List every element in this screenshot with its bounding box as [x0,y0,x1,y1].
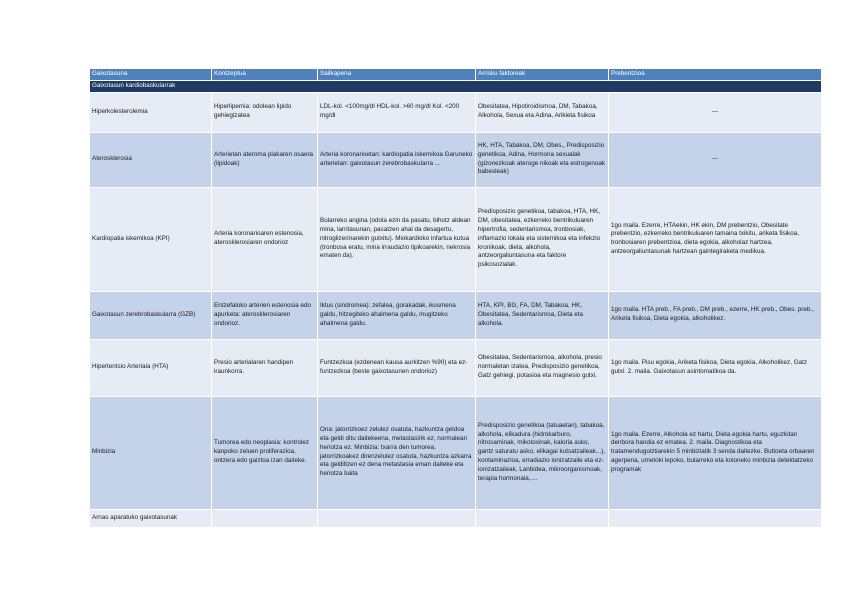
cell-classification: Bularreko angina (odola ezin da pasatu, bihotz aldean mina, larritasunan, pasatzen ahal da desagertu, nitroglizerinarekin gutxitu). Miokardioko infartua kutua (tronbosa eratu, mina irraudazio tipikoarekin, nekrosia ematen da). [318,187,476,291]
table-row [90,396,822,509]
cell-classification: Funtzezkoa (ezdenean kausa aurkitzen %90) eta ez-funtzezkoa (beste gaixotasunen ondorioz) [318,339,476,396]
cell-disease: Aterosklerosia [90,132,212,187]
header-prevention: Prebentzioa [609,69,822,81]
table-row [90,509,822,527]
cell-prevention: 1go maila. HTA preb., FA preb., DM preb., ezerre, HK preb., Obes. preb., Ariketa fisikoa, Dieta egokia, alkoholikez. [609,291,822,339]
header-row [90,69,822,81]
cell-classification [318,509,476,527]
table-row [90,291,822,339]
cell-risk [476,509,609,527]
cell-concept: Hiperlipemia: odolean lipido gehiegizatea [212,92,318,132]
cell-disease: Hiperkolesterolemia [90,92,212,132]
disease-table [89,68,822,528]
cell-prevention: --- [609,92,822,132]
cell-disease: Arnas aparatuko gaixotasunak [90,509,212,527]
cell-concept: Tumorea edo neoplasia: kontrolez kanpoko zeluen proliferazioa, ontzera edo gaiztoa izan daiteke. [212,396,318,509]
cell-prevention [609,509,822,527]
cell-prevention: 1go maila. Ezerre, Alkohola ez hartu, Dieta egokia hartu, eguzkitan denbora handia ez ematea. 2. maila. Diagnostikoa eta tratamendugoiztiarekin 5 minbiziatik 3 senda daitezke. Buttoeta orbaaren agerpena, umetoki lepoko, bularreko eta koloneko minbizia detektatzeko programak [609,396,822,509]
cell-risk: Obesitatea, Hipotiroidismoa, DM, Tabakoa, Alkohola, Sexua eta Adina, Arikieta fisikoa [476,92,609,132]
cell-risk: Obesitatea, Sedentarismoa, alkohola, presio normaletan izatea, Predisposizio genetikoa, Gatz gehiegi, potasioa eta magnesio gutxi. [476,339,609,396]
cell-classification: Arteria koronarioetan: kardiopatia iskemikoa Garuneko arterietan: gaixotasun zerebrobaskularra ... [318,132,476,187]
cell-disease: Minbizia [90,396,212,509]
cell-classification: LDL-kol. <100mg/dl HDL-kol. >60 mg/dl Kol. <200 mg/dl [318,92,476,132]
cell-disease: Gaixotasun zerebrobaskularra (GZB) [90,291,212,339]
cell-classification: Ona: jatorrizkoez zelulez osatuta, hazkuntza geldoa eta geldi ditu daitekeena, metastasirik ez, normalean heriotza ez. Minbizia: txarra den tumorea, jatorrizkoakez direnzelulez osatuta, hazkuntza azkarra eta geldiltzen ez dena metastasia eman daiteke eta heriotza baita [318,396,476,509]
header-disease: Gaixotasuna [90,69,212,81]
table-row [90,92,822,132]
table-row [90,187,822,291]
cell-risk: Predisposizio genetikoa, tabakoa, HTA, HK, DM, obesitatea, ezkerreko bentrikuluaren hipertrofia, sedentarismoa, tronbosiak, inflamazio lokala eta sistemikoa eta infekzio kronikoak, dieta, alkohola, antzeorgaliuntasuna eta faktore psikosozialak. [476,187,609,291]
header-classification: Sailkapena [318,69,476,81]
cell-disease: Kardiopatia iskemikoa (KPI) [90,187,212,291]
cell-classification: Iktus (sindromea): zefalea, gorakadak, ikusmena galdu, hitzegiteko ahalmena galdu, mugitzeko ahalmena galdu. [318,291,476,339]
cell-prevention: --- [609,132,822,187]
cell-concept: Arteria koronarioaren estenosia, aterosklerosiaren ondorioz [212,187,318,291]
cell-risk: Predisposizio genetikoa (tatuaetan), tabakoa, alkohola, elikadura (hidrokarburo, nitrosaminak, mikotoxinak, kaloria asko, gantz saturatu asko, elikagai kutsatzaileak...), kontaminazioa, erradiazio ionizatzaile eta ez-ionizatzaileak, Lanbidea, mikroorganismoak, terapia hormonala,.... [476,396,609,509]
cell-risk: HTA, KPI, BG, FA, DM, Tabakoa, HK, Obesitatea, Sedentarismoa, Dieta eta alkohola. [476,291,609,339]
section-title: Gaixotasun kardiobaskularrak [90,80,822,92]
header-concept: Kontzeptua [212,69,318,81]
section-row [90,80,822,92]
cell-concept [212,509,318,527]
cell-prevention: 1go maila. Ezerre, HTAekin, HK ekin, DM prebentzio, Obesitate prebentzio, ezkerreko bentrikuluaren tamaina txikitu, ariketa fisikoa, tronbosiaren prebentzioa, dieta egokia, alkoholaz hartzea, antzeorgaliuntasunak hartzean gaintegiraketa medikua. [609,187,822,291]
cell-disease: Hipertentsio Arteriala (HTA) [90,339,212,396]
cell-concept: Entzefaloko arterien estenosia edo apurketa: aterosklerosiaren ondorioz. [212,291,318,339]
cell-risk: HK, HTA, Tabakoa, DM, Obes., Predisposizio genetikoa, Adina, Hormona sexualak (gizonezkoak ateroge nikoak eta estrogenoak babesleak) [476,132,609,187]
cell-concept: Presio arterialaren handipen iraunkorra. [212,339,318,396]
cell-prevention: 1go maila. Pisu egokia, Ariketa fisikoa, Dieta egokia, Alkoholikez, Gatz gutxi. 2. maila. Gaixotasun asintomatikoa da. [609,339,822,396]
cell-concept: Arterietan ateroma plakaren osaera (lipidoak) [212,132,318,187]
table-row [90,339,822,396]
header-risk-factors: Arrisku faktoreak [476,69,609,81]
table-row [90,132,822,187]
